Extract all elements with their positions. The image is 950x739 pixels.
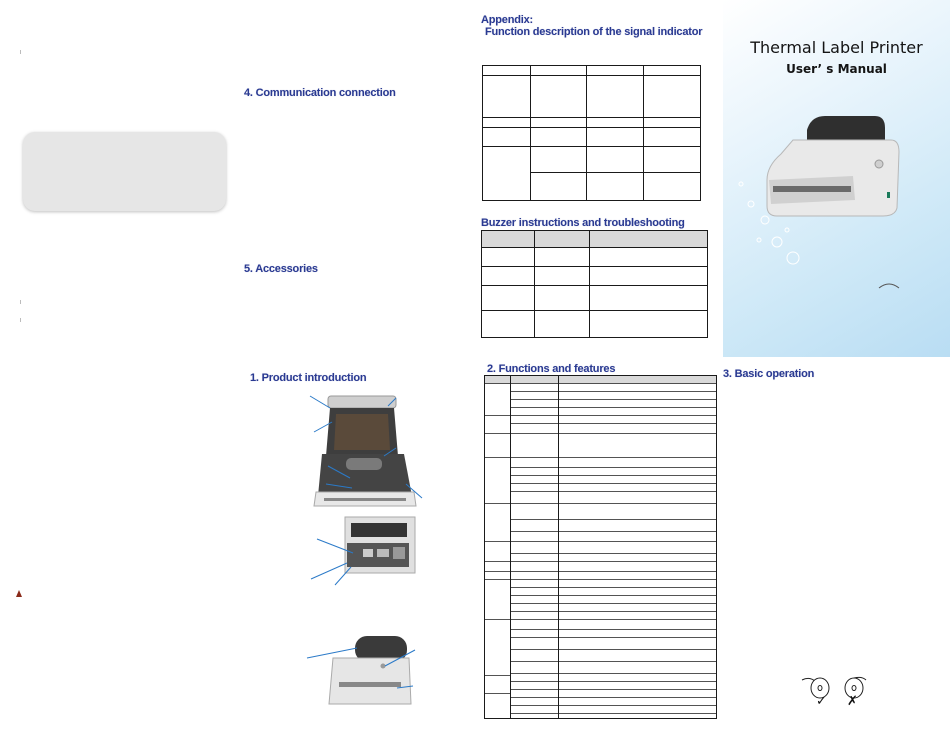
communication-heading: 4. Communication connection bbox=[244, 87, 396, 99]
callout-line bbox=[311, 563, 347, 579]
table-cell bbox=[535, 311, 590, 338]
table-cell bbox=[531, 147, 587, 173]
table-cell bbox=[644, 118, 701, 128]
callout-line bbox=[335, 567, 351, 585]
table-border bbox=[485, 376, 717, 719]
table-cell bbox=[644, 76, 701, 118]
buzzer-table bbox=[481, 230, 708, 338]
table-cell bbox=[483, 128, 531, 147]
table-cell bbox=[644, 128, 701, 147]
table-cell bbox=[535, 267, 590, 286]
table-cell bbox=[587, 173, 644, 201]
table-cell bbox=[531, 173, 587, 201]
product-intro-heading: 1. Product introduction bbox=[250, 372, 367, 384]
printer-front-image bbox=[305, 630, 420, 710]
table-cell bbox=[535, 286, 590, 311]
table-cell bbox=[587, 66, 644, 76]
table-cell bbox=[482, 311, 535, 338]
table-cell bbox=[483, 66, 531, 76]
table-header-cell bbox=[535, 231, 590, 248]
cover-wave-mark bbox=[877, 280, 901, 290]
table-cell bbox=[482, 286, 535, 311]
table-cell bbox=[590, 311, 708, 338]
printer-open-lid-image bbox=[300, 388, 430, 514]
wrong-mark: ✗ bbox=[847, 694, 858, 709]
signal-indicator-heading: Function description of the signal indicator bbox=[485, 26, 703, 38]
table-cell bbox=[482, 267, 535, 286]
table-cell bbox=[531, 66, 587, 76]
page-mark bbox=[20, 300, 21, 304]
cover-subtitle: User’ s Manual bbox=[786, 62, 887, 76]
signal-indicator-table bbox=[482, 65, 701, 201]
buzzer-heading: Buzzer instructions and troubleshooting bbox=[481, 217, 685, 229]
table-cell bbox=[587, 128, 644, 147]
table-cell bbox=[483, 76, 531, 118]
table-cell bbox=[644, 173, 701, 201]
table-cell bbox=[590, 286, 708, 311]
basic-operation-heading: 3. Basic operation bbox=[723, 368, 815, 380]
table-cell bbox=[535, 248, 590, 267]
table-cell bbox=[590, 267, 708, 286]
bubbles-decoration bbox=[729, 170, 839, 280]
functions-heading: 2. Functions and features bbox=[487, 363, 616, 375]
printer-rear-ports-image bbox=[305, 513, 420, 588]
table-cell bbox=[587, 76, 644, 118]
page-mark bbox=[20, 318, 21, 322]
appendix-label: Appendix: bbox=[481, 14, 533, 26]
cover-title: Thermal Label Printer bbox=[750, 38, 923, 57]
table-header-cell bbox=[482, 231, 535, 248]
accessories-heading: 5. Accessories bbox=[244, 263, 318, 275]
callout-line bbox=[310, 396, 330, 408]
table-cell bbox=[587, 118, 644, 128]
table-cell bbox=[644, 147, 701, 173]
table-cell bbox=[483, 118, 531, 128]
table-header-cell bbox=[590, 231, 708, 248]
correct-mark: ✓ bbox=[816, 694, 827, 709]
table-cell bbox=[531, 128, 587, 147]
table-header-row bbox=[485, 376, 717, 384]
table-cell bbox=[483, 147, 531, 201]
table-cell bbox=[590, 248, 708, 267]
warning-icon bbox=[16, 590, 22, 597]
functions-table bbox=[484, 375, 717, 720]
note-box bbox=[23, 132, 226, 211]
table-cell bbox=[531, 118, 587, 128]
page-mark bbox=[20, 50, 21, 54]
callout-line bbox=[307, 648, 357, 658]
table-cell bbox=[587, 147, 644, 173]
cover-panel bbox=[723, 0, 950, 357]
table-cell bbox=[644, 66, 701, 76]
table-cell bbox=[531, 76, 587, 118]
table-cell bbox=[482, 248, 535, 267]
